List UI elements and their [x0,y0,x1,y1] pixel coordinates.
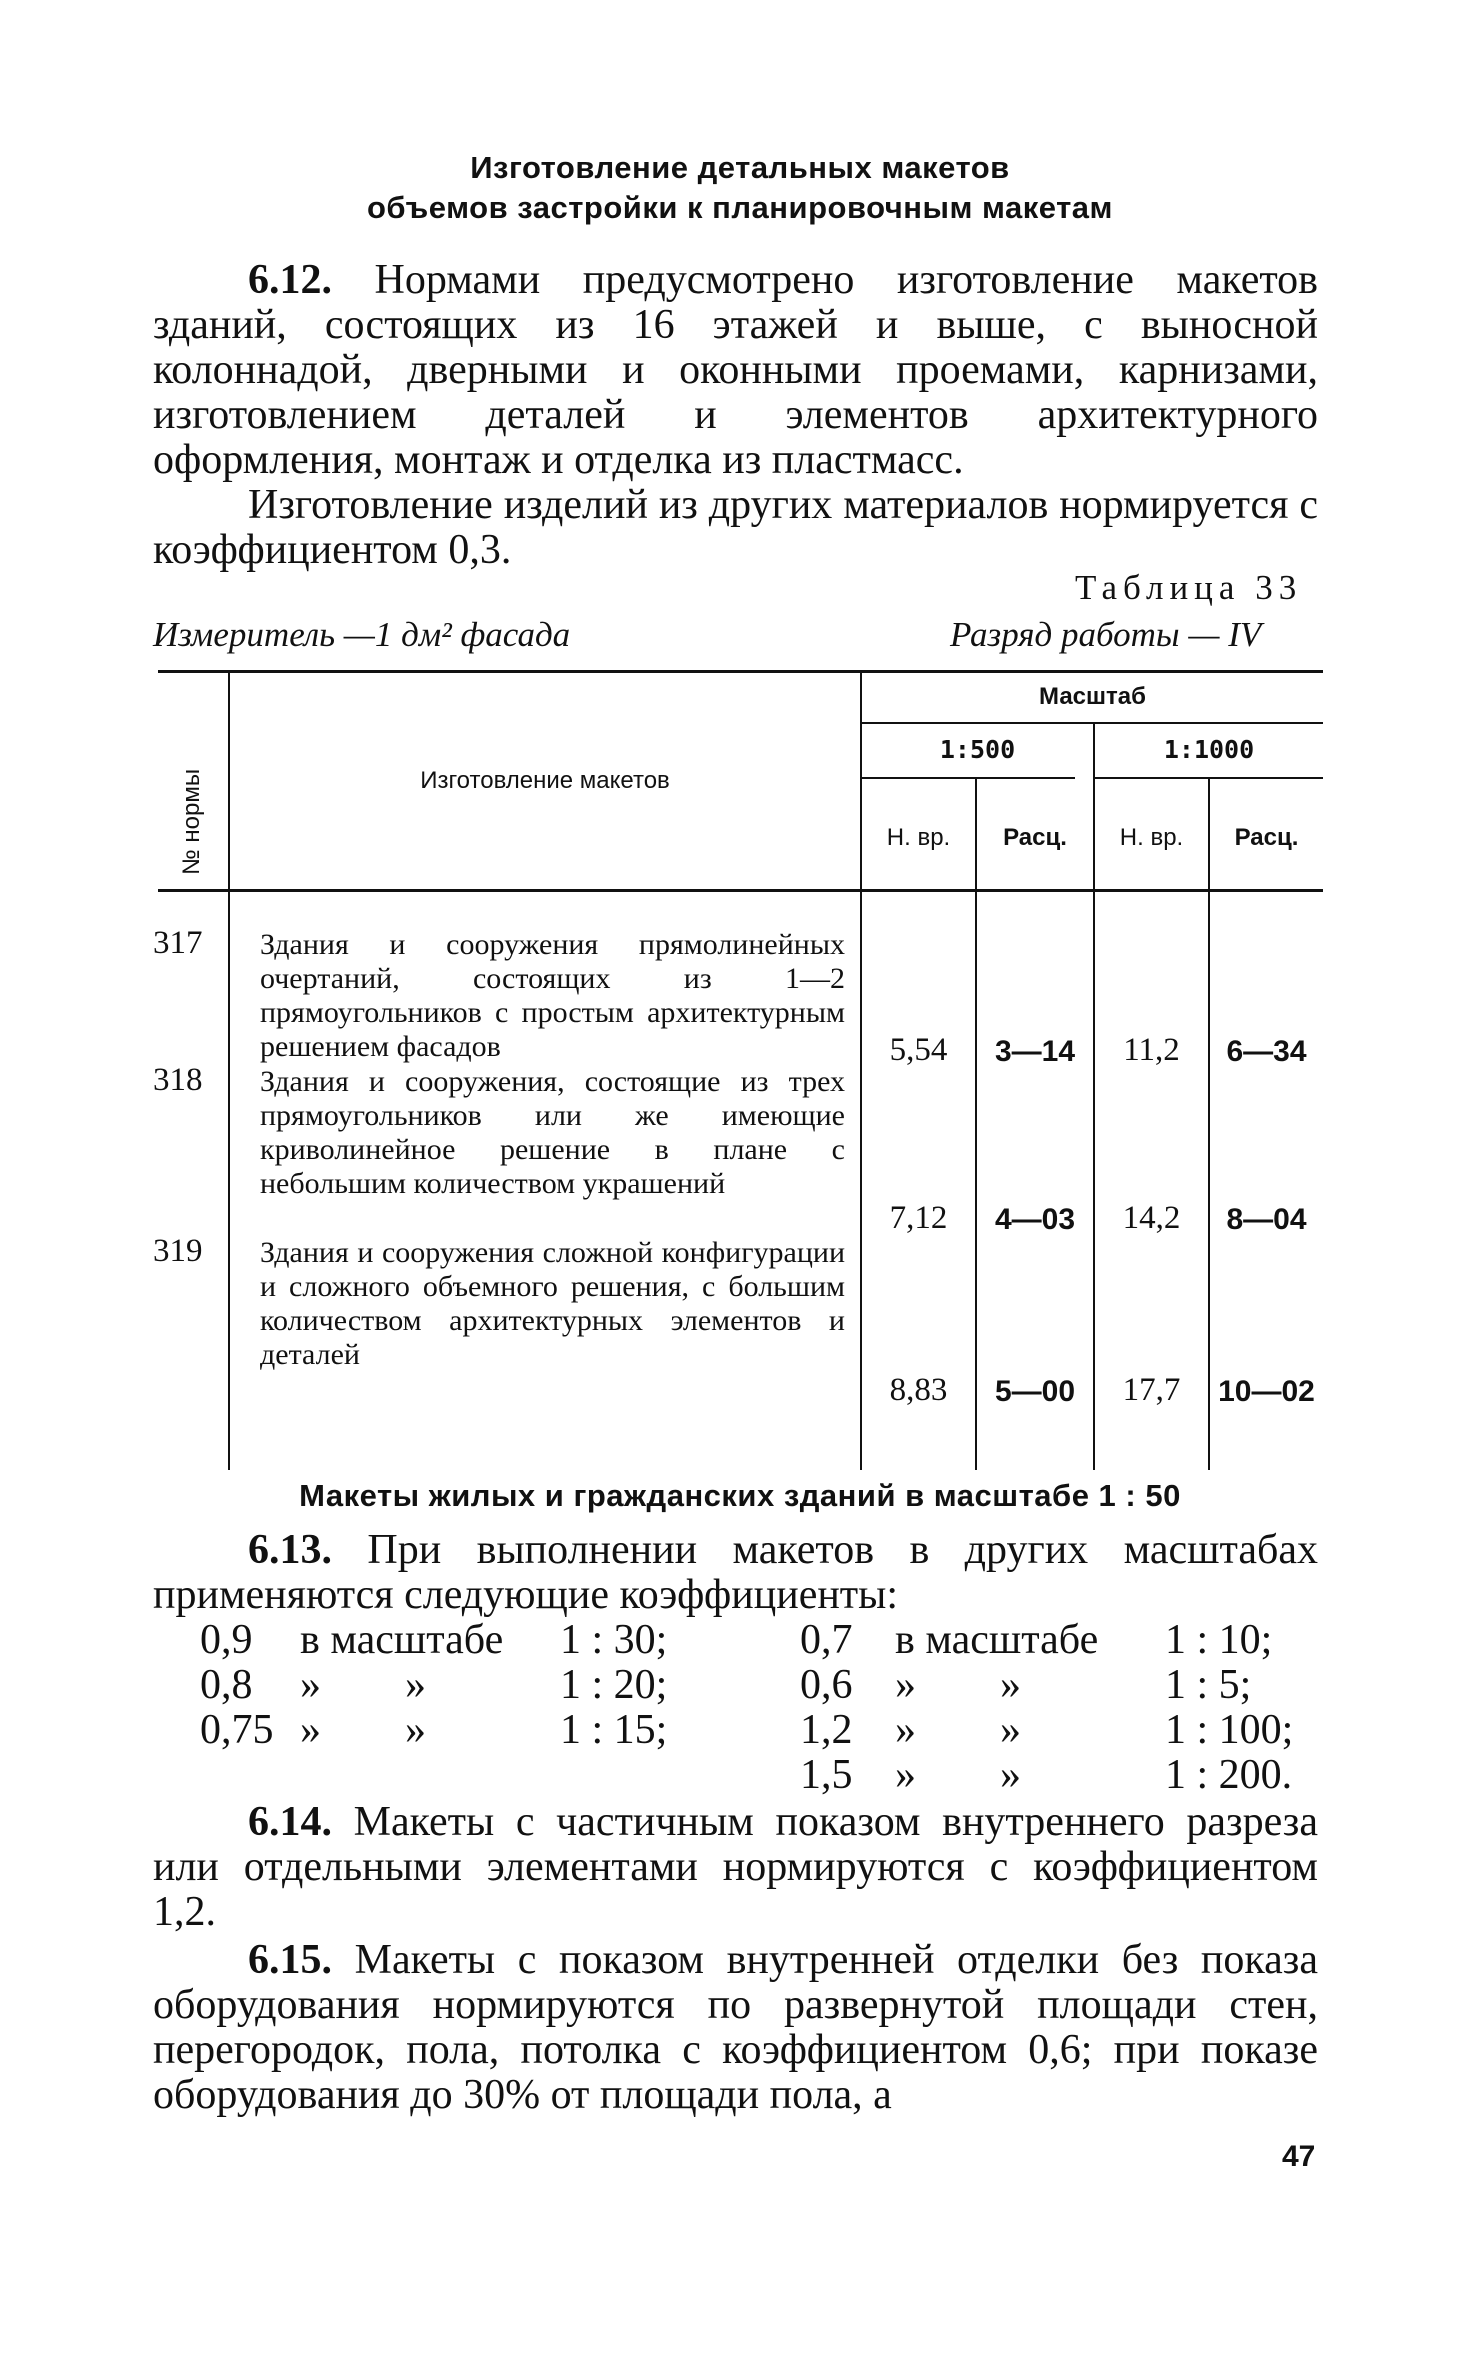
coef-right-a: » » [895,1707,1021,1753]
table-row-318-rate-500: 4—03 [994,1203,1076,1236]
coef-right-k: 0,7 [800,1617,853,1663]
table-row-319-description: Здания и сооружения сложной конфигурации и сложного объемного решения, с большим количеством архитектурных элементов и деталей [260,1236,845,1371]
paragraph-6-15 [153,1938,1318,2118]
column-header-scale-1-1000: 1:1000 [1163,735,1255,764]
table-row-318-time-1000: 14,2 [1122,1200,1181,1236]
table-row-317-number: 317 [153,925,203,961]
table-vrule-3 [975,779,977,1470]
column-header-description: Изготовление макетов [420,767,670,794]
paragraph-6-13 [153,1528,1318,1618]
paragraph-text: Макеты с показом внутренней отделки без показа оборудования нормируются по развернутой площади стен, перегородок, пола, потолка с коэффициентом 0,6; при показе оборудования до 30% от площади пола, а [153,1937,1318,2118]
coef-right-a: в масштабе [895,1617,1099,1663]
coef-right-a: » » [895,1752,1021,1798]
coef-left-k: 0,75 [200,1707,274,1753]
section-heading-line2: объемов застройки к планировочным макетам [367,190,1113,225]
table-row-318-time-500: 7,12 [889,1200,948,1236]
coef-right-k: 1,5 [800,1752,853,1798]
scale-subheader-rule [860,722,1323,724]
table-row-319-time-500: 8,83 [889,1372,948,1408]
paragraph-6-12 [153,258,1318,483]
column-header-scale-1-500: 1:500 [939,735,1016,764]
paragraph-number: 6.12. [248,257,332,303]
table-vrule-5 [1208,779,1210,1470]
table-row-317-time-1000: 11,2 [1123,1032,1180,1068]
section-heading-models: Макеты жилых и гражданских зданий в масштабе 1 : 50 [299,1478,1181,1513]
table-row-317-time-500: 5,54 [889,1032,948,1068]
page-number: 47 [1282,2140,1316,2173]
coef-right-k: 0,6 [800,1662,853,1708]
paragraph-number: 6.13. [248,1527,332,1573]
table-row-319-number: 319 [153,1233,203,1269]
paragraph-number: 6.15. [248,1937,332,1983]
coef-right-s: 1 : 10; [1165,1617,1273,1663]
column-header-norm-no: № нормы [178,768,205,875]
table-row-318-description: Здания и сооружения, состоящие из трех прямоугольников или же имеющие криволинейное решение в плане с небольшим количеством украшений [260,1065,845,1200]
coef-left-s: 1 : 15; [560,1707,668,1753]
table-grade: Разряд работы — IV [950,615,1262,654]
section-heading-line1: Изготовление детальных макетов [470,150,1010,185]
coef-right-s: 1 : 5; [1165,1662,1252,1708]
paragraph-text: Макеты с частичным показом внутреннего разреза или отдельными элементами нормируются с коэффициентом 1,2. [153,1799,1318,1935]
coef-left-k: 0,8 [200,1662,253,1708]
coef-left-s: 1 : 20; [560,1662,668,1708]
table-row-318-number: 318 [153,1062,203,1098]
coef-right-k: 1,2 [800,1707,853,1753]
coef-left-a: в масштабе [300,1617,504,1663]
column-header-rate-500: Расц. [1003,824,1067,851]
column-header-time-500: Н. вр. [886,824,951,851]
coef-right-s: 1 : 100; [1165,1707,1294,1753]
column-header-scale: Масштаб [1039,683,1146,710]
table-meter: Измеритель —1 дм² фасада [153,615,571,654]
coef-right-a: » » [895,1662,1021,1708]
table-vrule-1 [228,672,230,1470]
paragraph-6-14 [153,1800,1318,1935]
column-header-time-1000: Н. вр. [1119,824,1184,851]
paragraph-6-12-continued: Изготовление изделий из других материалов нормируется с коэффициентом 0,3. [153,482,1318,573]
table-row-319-rate-1000: 10—02 [1218,1375,1315,1408]
table-vrule-2 [860,672,862,1470]
table-row-318-rate-1000: 8—04 [1226,1203,1307,1236]
coef-left-s: 1 : 30; [560,1617,668,1663]
coef-left-a: » » [300,1662,426,1708]
table-row-317-description: Здания и сооружения прямолинейных очертаний, состоящих из 1—2 прямоугольников с простым архитектурным решением фасадов [260,928,845,1063]
paragraph-number: 6.14. [248,1799,332,1845]
coef-right-s: 1 : 200. [1165,1752,1293,1798]
coef-left-k: 0,9 [200,1617,253,1663]
column-header-rate-1000: Расц. [1234,824,1299,851]
table-row-317-rate-500: 3—14 [994,1035,1076,1068]
table-header-rule [158,889,1323,892]
coef-left-a: » » [300,1707,426,1753]
scale1-subheader-rule [860,777,1075,779]
table-row-319-time-1000: 17,7 [1122,1372,1181,1408]
table-row-317-rate-1000: 6—34 [1226,1035,1307,1068]
paragraph-text: При выполнении макетов в других масштабах применяются следующие коэффициенты: [153,1527,1319,1618]
table-top-rule [158,670,1323,673]
table-row-319-rate-500: 5—00 [994,1375,1076,1408]
table-caption: Таблица 33 [1075,568,1303,607]
paragraph-text: Нормами предусмотрено изготовление макетов зданий, состоящих из 16 этажей и выше, с выносной колоннадой, дверными и оконными проемами, карнизами, изготовлением деталей и элементов архитектурного оформления, монтаж и отделка из пластмасс. [153,257,1318,483]
